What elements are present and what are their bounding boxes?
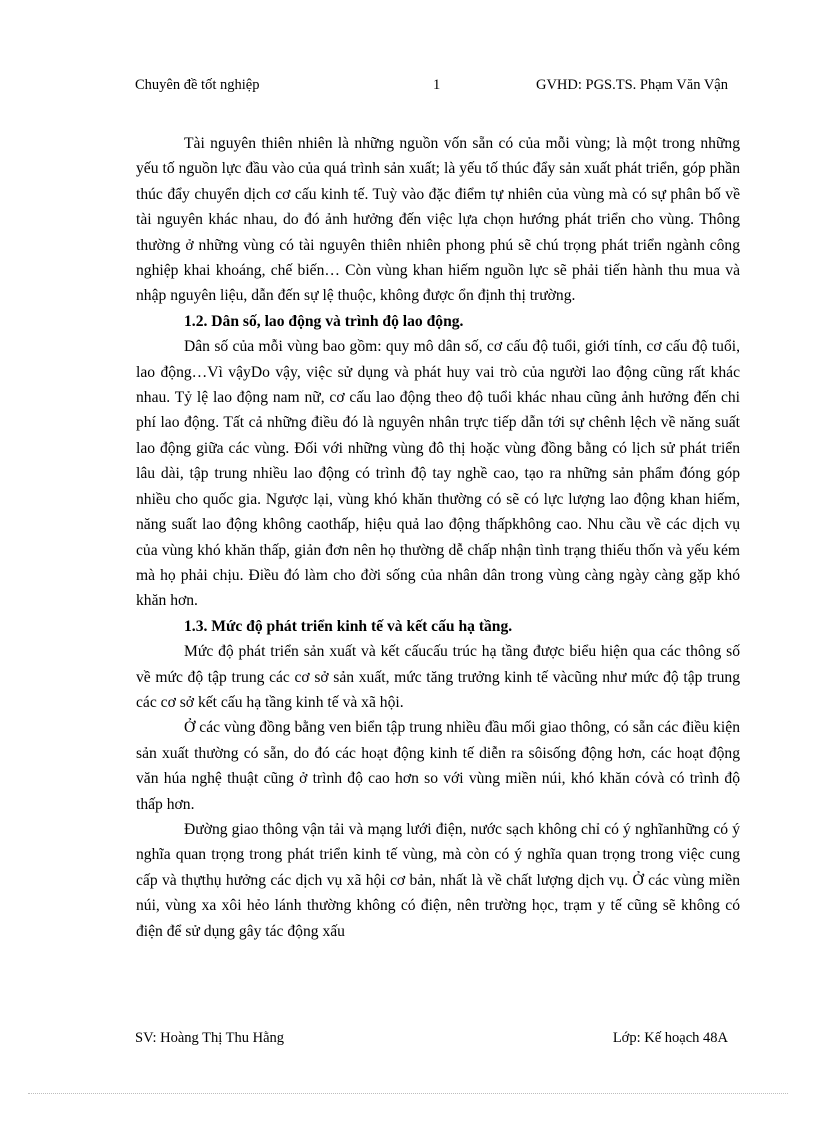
header-document-title: Chuyên đề tốt nghiệp <box>135 77 260 93</box>
paragraph-coastal-plains: Ở các vùng đồng bằng ven biển tập trung nhiều đầu mối giao thông, có sẵn các điều kiện sản xuất thường có sẵn, do đó các hoạt động kinh tế diễn ra sôisống động hơn, các hoạt động văn húa nghệ thuật cũng ở trình độ cao hơn so với vùng miền núi, khó khăn cóvà có trình độ thấp hơn. <box>136 719 740 813</box>
section-heading-1-3: 1.3. Mức độ phát triển kinh tế và kết cấu hạ tầng. <box>184 617 513 635</box>
paragraph-natural-resources: Tài nguyên thiên nhiên là những nguồn vốn sẵn có của mỗi vùng; là một trong những yếu tố nguồn lực đầu vào của quá trình sản xuất; là yếu tố thúc đẩy sản xuất phát triển, góp phần thúc đẩy chuyển dịch cơ cấu kinh tế. Tuỳ vào đặc điểm tự nhiên của vùng mà có sự phân bố về tài nguyên khác nhau, do đó ảnh hưởng đến việc lựa chọn hướng phát triển cho vùng. Thông thường ở những vùng có tài nguyên thiên nhiên phong phú sẽ chú trọng phát triển ngành công nghiệp khai khoáng, chế biến… Còn vùng khan hiếm nguồn lực sẽ phải tiến hành thu mua và nhập nguyên liệu, dẫn đến sự lệ thuộc, không được ổn định thị trường. <box>136 135 740 305</box>
paragraph-infrastructure: Đường giao thông vận tải và mạng lưới điện, nước sạch không chỉ có ý nghĩanhững có ý nghĩa quan trọng trong phát triển kinh tế vùng, mà còn có ý nghĩa quan trọng trong việc cung cấp và thựthụ hưởng các dịch vụ xã hội cơ bản, nhất là về chất lượng dịch vụ. Ở các vùng miền núi, vùng xa xôi hẻo lánh thường không có điện, nên trường học, trạm y tế cũng sẽ không có điện để sử dụng gây tác động xấu <box>136 820 740 940</box>
page-header <box>135 76 728 94</box>
page-footer <box>135 1029 728 1047</box>
footer-class-name: Lớp: Kế hoạch 48A <box>612 1030 728 1046</box>
header-supervisor: GVHD: PGS.TS. Phạm Văn Vận <box>535 77 728 93</box>
paragraph-population-labor: Dân số của mỗi vùng bao gồm: quy mô dân số, cơ cấu độ tuổi, giới tính, cơ cấu độ tuổi, lao động…Vì vậyDo vậy, việc sử dụng và phát huy vai trò của người lao động cũng rất khác nhau. Tỷ lệ lao động nam nữ, cơ cấu lao động theo độ tuổi khác nhau cũng ảnh hưởng đến chi phí lao động. Tất cả những điều đó là nguyên nhân trực tiếp dẫn tới sự chênh lệch về năng suất lao động giữa các vùng. Đối với những vùng đô thị hoặc vùng đồng bằng có lịch sử phát triển lâu dài, tập trung nhiều lao động có trình độ tay nghề cao, tạo ra những sản phẩm đóng góp nhiều cho quốc gia. Ngược lại, vùng khó khăn thường có sẽ có lực lượng lao động khan hiếm, năng suất lao động không caothấp, hiệu quả lao động thấpkhông cao. Nhu cầu về các dịch vụ của vùng khó khăn thấp, giản đơn nên họ thường dễ chấp nhận tình trạng thiếu thốn và yếu kém mà họ phải chịu. Điều đó làm cho đời sống của nhân dân trong vùng càng ngày càng gặp khó khăn hơn. <box>136 338 740 610</box>
document-body <box>136 131 740 944</box>
footer-student-name: SV: Hoàng Thị Thu Hằng <box>135 1030 285 1046</box>
page-break-divider <box>28 1093 788 1094</box>
section-heading-1-2: 1.2. Dân số, lao động và trình độ lao động. <box>184 312 464 330</box>
paragraph-economic-development: Mức độ phát triển sản xuất và kết cấucấu trúc hạ tầng được biểu hiện qua các thông số về mức độ tập trung các cơ sở sản xuất, mức tăng trưởng kinh tế vàcũng như mức độ tập trung các cơ sở kết cấu hạ tầng kinh tế và xã hội. <box>136 643 740 711</box>
header-page-number: 1 <box>433 77 441 93</box>
